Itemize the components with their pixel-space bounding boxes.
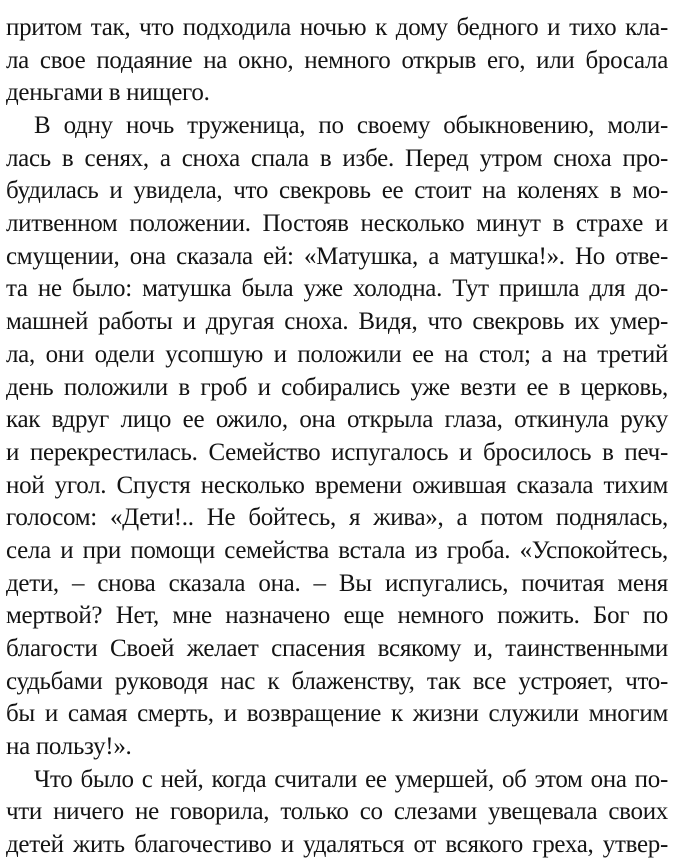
text-line: притом так, что подходила ночью к дому бедного и тихо кла- [6,14,668,41]
text-line: ла свое подаяние на окно, немного открыв его, или бросала [6,46,668,74]
text-line: лась в сенях, а сноха спала в избе. Перед утром сноха про- [6,144,668,172]
text-line: машней работы и другая сноха. Видя, что свекровь их умер- [6,308,668,336]
text-line: благости Своей желает спасения всякому и, таинственными [6,634,668,662]
text-line: села и при помощи семейства встала из гроба. «Успокойтесь, [6,536,668,564]
text-line: чти ничего не говорила, только со слезами увещевала своих [6,798,668,826]
text-line: мертвой? Нет, мне назначено еще немного пожить. Бог по [6,602,668,630]
text-line: деньгами в нищего. [6,79,210,107]
text-line: будилась и увидела, что свекровь ее стоит на коленях в мо- [6,177,668,205]
text-line: и перекрестилась. Семейство испугалось и бросилось в печ- [6,438,668,466]
text-line: смущении, она сказала ей: «Матушка, а матушка!». Но отве- [6,242,668,270]
text-line: дети, – снова сказала она. – Вы испугались, почитая меня [6,569,668,597]
text-line: ла, они одели усопшую и положили ее на стол; а на третий [6,340,668,368]
text-line: бы и самая смерть, и возвращение к жизни служили многим [6,700,668,728]
text-line: та не было: матушка была уже холодна. Тут пришла для до- [6,275,668,303]
text-line: на пользу!». [6,733,132,760]
text-line: голосом: «Дети!.. Не бойтесь, я жива», а потом поднялась, [6,504,668,532]
text-line: как вдруг лицо ее ожило, она открыла глаза, откинула руку [6,406,668,434]
text-line: Что было с ней, когда считали ее умершей, об этом она по- [34,765,668,793]
text-line: ной угол. Спустя несколько времени ожившая сказала тихим [6,471,668,499]
text-line: судьбами руководя нас к блаженству, так все устрояет, что- [6,667,668,695]
text-line: день положили в гроб и собирались уже везти ее в церковь, [6,373,668,401]
text-line: В одну ночь труженица, по своему обыкновению, моли- [34,112,668,139]
text-line: детей жить благочестиво и удаляться от всякого греха, утвер- [6,831,668,858]
text-line: литвенном положении. Постояв несколько минут в страхе и [6,210,668,238]
